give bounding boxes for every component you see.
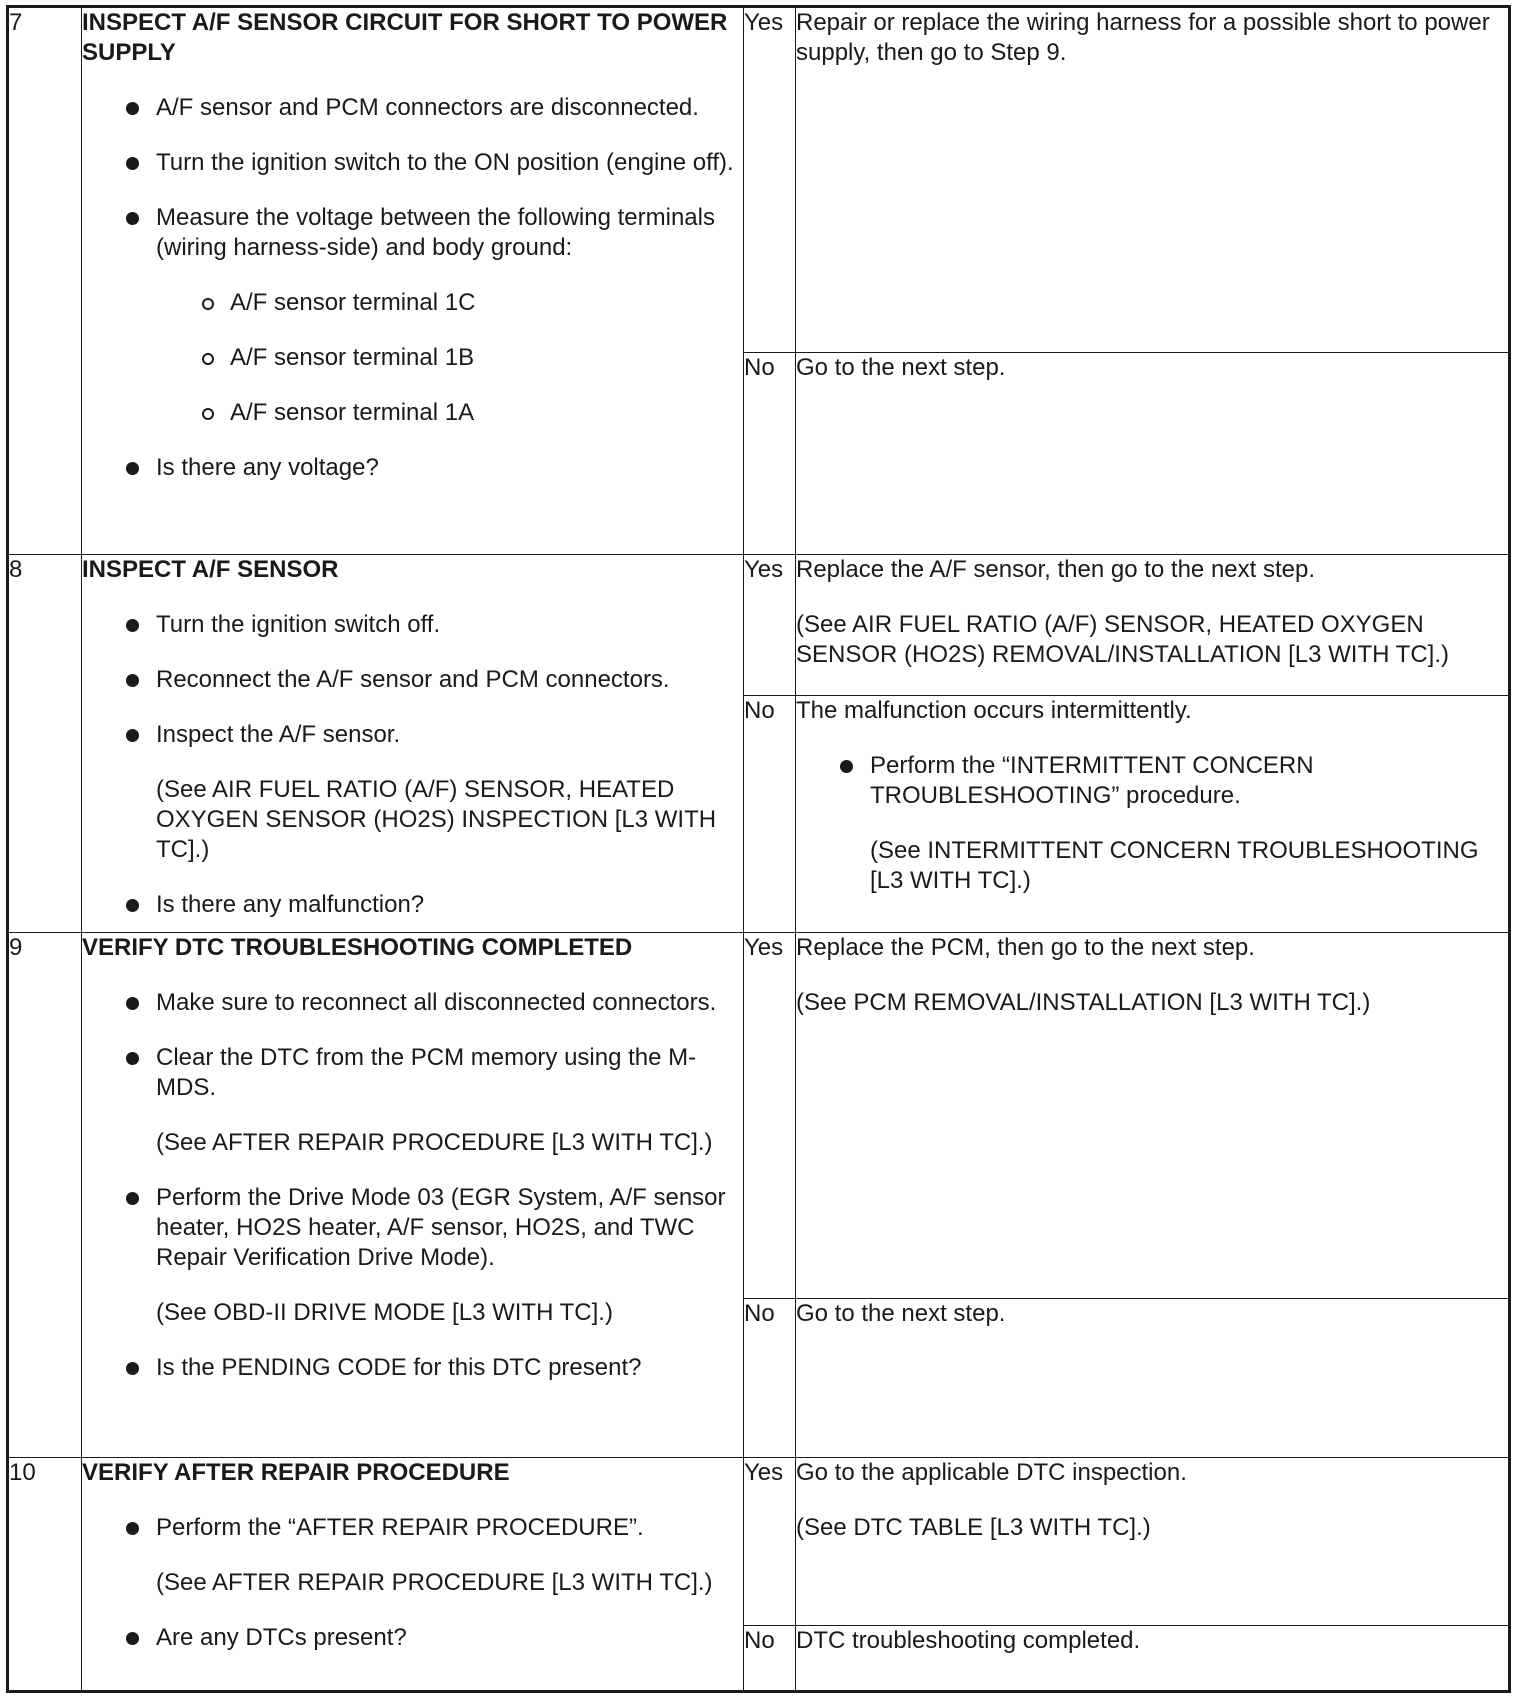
yes-result — [796, 554, 1510, 695]
step-7-action-cell — [82, 7, 744, 555]
action-item: Reconnect the A/F sensor and PCM connectors. — [82, 665, 743, 695]
result-text: DTC troubleshooting completed. — [796, 1626, 1141, 1654]
reference-text: (See OBD-II DRIVE MODE [L3 WITH TC].) — [156, 1298, 613, 1326]
result-text: The malfunction occurs intermittently. — [796, 697, 1192, 725]
no-result — [796, 1299, 1510, 1457]
no-result — [796, 696, 1510, 932]
yes-label: Yes — [744, 1457, 796, 1625]
result-text: Go to the next step. — [796, 1300, 1006, 1328]
step-number: 8 — [8, 554, 82, 932]
action-item: A/F sensor and PCM connectors are disconnected. — [82, 93, 743, 123]
result-text: Go to the applicable DTC inspection. — [796, 1458, 1187, 1486]
result-bullet: Perform the “INTERMITTENT CONCERN TROUBLESHOOTING” procedure. — [796, 751, 1508, 811]
reference-text: (See AIR FUEL RATIO (A/F) SENSOR, HEATED OXYGEN SENSOR (HO2S) REMOVAL/INSTALLATION [L3 WITH TC].) — [796, 610, 1449, 668]
terminal-subitem: A/F sensor terminal 1B — [82, 343, 743, 373]
no-label: No — [744, 1625, 796, 1691]
question-item: Is there any malfunction? — [82, 890, 743, 920]
reference-text: (See DTC TABLE [L3 WITH TC].) — [796, 1513, 1151, 1541]
step-8-yes-row — [8, 554, 1510, 695]
no-result — [796, 1625, 1510, 1691]
action-item: Inspect the A/F sensor. — [82, 720, 743, 750]
result-text: Replace the A/F sensor, then go to the next step. — [796, 555, 1315, 583]
step-9-action-cell — [82, 932, 744, 1457]
action-item: Clear the DTC from the PCM memory using the M-MDS. — [82, 1043, 743, 1103]
action-item: Perform the Drive Mode 03 (EGR System, A/F sensor heater, HO2S heater, A/F sensor, HO2S, and TWC Repair Verification Drive Mode). — [82, 1183, 743, 1273]
question-item: Are any DTCs present? — [82, 1623, 743, 1653]
no-label: No — [744, 352, 796, 554]
step-8-action-cell — [82, 554, 744, 932]
step-7-yes-row — [8, 7, 1510, 353]
reference-text: (See INTERMITTENT CONCERN TROUBLESHOOTING [L3 WITH TC].) — [870, 837, 1479, 895]
terminal-subitem: A/F sensor terminal 1A — [82, 398, 743, 428]
question-item: Is the PENDING CODE for this DTC present? — [82, 1353, 743, 1383]
yes-label: Yes — [744, 554, 796, 695]
question-item: Is there any voltage? — [82, 453, 743, 483]
yes-result — [796, 932, 1510, 1299]
step-number: 9 — [8, 932, 82, 1457]
reference-text: (See AIR FUEL RATIO (A/F) SENSOR, HEATED OXYGEN SENSOR (HO2S) INSPECTION [L3 WITH TC].) — [156, 775, 717, 863]
yes-result — [796, 7, 1510, 353]
step-number: 7 — [8, 7, 82, 555]
result-text: Go to the next step. — [796, 353, 1006, 381]
reference-text: (See AFTER REPAIR PROCEDURE [L3 WITH TC].) — [156, 1568, 713, 1596]
result-text: Repair or replace the wiring harness for a possible short to power supply, then go to Step 9. — [796, 9, 1490, 66]
no-result — [796, 352, 1510, 554]
dtc-troubleshooting-table — [6, 5, 1511, 1693]
reference-text: (See PCM REMOVAL/INSTALLATION [L3 WITH TC].) — [796, 988, 1371, 1016]
step-10-action-cell — [82, 1457, 744, 1691]
yes-label: Yes — [744, 7, 796, 353]
reference-text: (See AFTER REPAIR PROCEDURE [L3 WITH TC].) — [156, 1128, 713, 1156]
step-10-yes-row — [8, 1457, 1510, 1625]
step-number: 10 — [8, 1457, 82, 1691]
action-item: Measure the voltage between the following terminals (wiring harness-side) and body ground: — [82, 203, 743, 263]
yes-result — [796, 1457, 1510, 1625]
action-item: Make sure to reconnect all disconnected connectors. — [82, 988, 743, 1018]
result-text: Replace the PCM, then go to the next step. — [796, 933, 1255, 961]
yes-label: Yes — [744, 932, 796, 1299]
no-label: No — [744, 1299, 796, 1457]
terminal-subitem: A/F sensor terminal 1C — [82, 288, 743, 318]
step-title: INSPECT A/F SENSOR CIRCUIT FOR SHORT TO POWER SUPPLY — [82, 9, 728, 66]
action-item: Perform the “AFTER REPAIR PROCEDURE”. — [82, 1513, 743, 1543]
step-title: VERIFY DTC TROUBLESHOOTING COMPLETED — [82, 933, 633, 961]
step-9-yes-row — [8, 932, 1510, 1299]
step-title: INSPECT A/F SENSOR — [82, 555, 339, 583]
step-title: VERIFY AFTER REPAIR PROCEDURE — [82, 1458, 510, 1486]
no-label: No — [744, 696, 796, 932]
action-item: Turn the ignition switch off. — [82, 610, 743, 640]
action-item: Turn the ignition switch to the ON position (engine off). — [82, 148, 743, 178]
